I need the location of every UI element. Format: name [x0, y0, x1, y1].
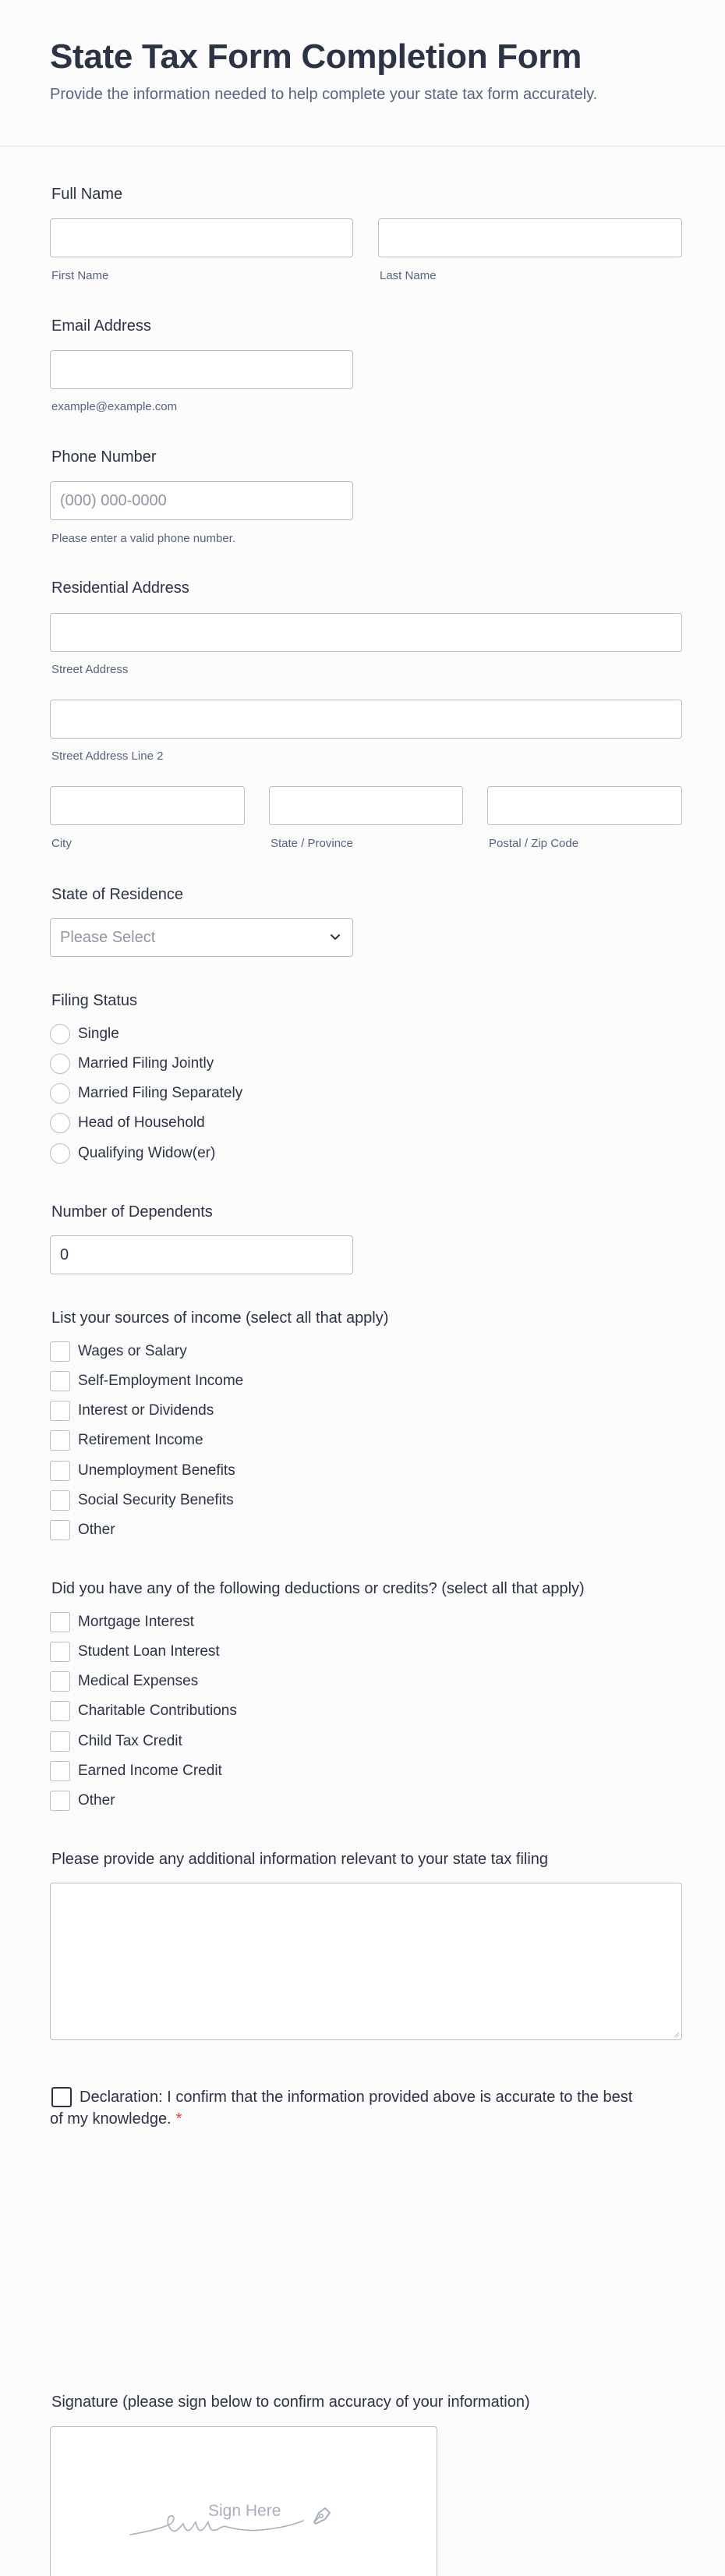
- deduction-option[interactable]: [50, 1640, 220, 1664]
- income-source-option[interactable]: [50, 1429, 203, 1452]
- checkbox[interactable]: [50, 1371, 70, 1391]
- required-indicator: *: [175, 2110, 182, 2128]
- state-province-sublabel: State / Province: [271, 837, 353, 850]
- declaration-label: Declaration: I confirm that the information provided above is accurate to the best of my knowledge.: [50, 2089, 633, 2128]
- dependents-input[interactable]: [50, 1235, 353, 1274]
- income-source-option[interactable]: [50, 1518, 115, 1542]
- signature-label: Signature (please sign below to confirm accuracy of your information): [51, 2394, 530, 2411]
- deduction-option[interactable]: [50, 1610, 194, 1634]
- state-of-residence-selected: Please Select: [60, 929, 156, 946]
- checkbox[interactable]: [50, 1612, 70, 1632]
- state-of-residence-select[interactable]: [50, 918, 353, 957]
- option-label: Married Filing Separately: [78, 1085, 243, 1101]
- declaration-text: [50, 2086, 642, 2130]
- deduction-option[interactable]: [50, 1759, 222, 1783]
- checkbox[interactable]: [50, 1761, 70, 1781]
- option-label: Interest or Dividends: [78, 1402, 214, 1419]
- email-label: Email Address: [51, 317, 151, 335]
- resize-grip-icon[interactable]: [672, 2030, 680, 2038]
- radio-button[interactable]: [50, 1143, 70, 1164]
- filing-status-option[interactable]: [50, 1022, 119, 1046]
- additional-info-label: Please provide any additional information relevant to your state tax filing: [51, 1851, 549, 1868]
- chevron-down-icon: [327, 929, 343, 944]
- income-source-option[interactable]: [50, 1340, 187, 1363]
- checkbox[interactable]: [50, 1642, 70, 1662]
- checkbox[interactable]: [50, 1401, 70, 1421]
- option-label: Medical Expenses: [78, 1673, 199, 1689]
- option-label: Wages or Salary: [78, 1343, 187, 1359]
- filing-status-option[interactable]: [50, 1082, 242, 1105]
- checkbox[interactable]: [50, 1490, 70, 1511]
- filing-status-option[interactable]: [50, 1142, 215, 1165]
- state-of-residence-label: State of Residence: [51, 886, 183, 903]
- last-name-input[interactable]: [378, 218, 682, 257]
- address-label: Residential Address: [51, 579, 189, 597]
- zip-code-input[interactable]: [487, 786, 682, 825]
- first-name-sublabel: First Name: [51, 269, 109, 282]
- email-input[interactable]: [50, 350, 353, 389]
- full-name-label: Full Name: [51, 186, 123, 203]
- income-source-option[interactable]: [50, 1459, 235, 1483]
- checkbox[interactable]: [50, 1461, 70, 1481]
- checkbox[interactable]: [50, 1731, 70, 1752]
- form-subtitle: Provide the information needed to help complete your state tax form accurately.: [50, 86, 598, 103]
- additional-info-textarea[interactable]: [50, 1883, 682, 2040]
- option-label: Retirement Income: [78, 1432, 203, 1448]
- city-input[interactable]: [50, 786, 245, 825]
- option-label: Other: [78, 1792, 115, 1809]
- email-sublabel: example@example.com: [51, 400, 178, 413]
- sign-here-hint: Sign Here: [208, 2502, 281, 2520]
- filing-status-label: Filing Status: [51, 992, 138, 1009]
- option-label: Unemployment Benefits: [78, 1462, 235, 1479]
- option-label: Student Loan Interest: [78, 1643, 220, 1660]
- deduction-option[interactable]: [50, 1789, 115, 1812]
- dependents-label: Number of Dependents: [51, 1203, 213, 1221]
- zip-code-sublabel: Postal / Zip Code: [489, 837, 579, 850]
- phone-label: Phone Number: [51, 448, 157, 466]
- checkbox[interactable]: [50, 1341, 70, 1362]
- checkbox[interactable]: [50, 1791, 70, 1811]
- street-address-sublabel: Street Address: [51, 663, 129, 676]
- income-sources-label: List your sources of income (select all that apply): [51, 1309, 389, 1327]
- radio-button[interactable]: [50, 1024, 70, 1044]
- filing-status-option[interactable]: [50, 1111, 205, 1135]
- income-source-option[interactable]: [50, 1399, 214, 1423]
- checkbox[interactable]: [50, 1701, 70, 1721]
- option-label: Married Filing Jointly: [78, 1055, 214, 1072]
- form-title: State Tax Form Completion Form: [50, 37, 582, 76]
- deductions-label: Did you have any of the following deductions or credits? (select all that apply): [51, 1580, 585, 1597]
- option-label: Charitable Contributions: [78, 1703, 237, 1719]
- street-address-input[interactable]: [50, 613, 682, 652]
- radio-button[interactable]: [50, 1113, 70, 1133]
- option-label: Self-Employment Income: [78, 1373, 244, 1389]
- deduction-option[interactable]: [50, 1670, 198, 1693]
- filing-status-option[interactable]: [50, 1052, 214, 1075]
- checkbox[interactable]: [50, 1430, 70, 1451]
- deduction-option[interactable]: [50, 1730, 182, 1753]
- income-source-option[interactable]: [50, 1369, 243, 1393]
- option-label: Earned Income Credit: [78, 1763, 222, 1779]
- pen-nib-icon: [308, 2502, 334, 2528]
- phone-input[interactable]: [50, 481, 353, 520]
- income-source-option[interactable]: [50, 1489, 234, 1512]
- option-label: Social Security Benefits: [78, 1492, 234, 1508]
- radio-button[interactable]: [50, 1083, 70, 1104]
- first-name-input[interactable]: [50, 218, 353, 257]
- state-province-input[interactable]: [269, 786, 463, 825]
- street-address-line2-input[interactable]: [50, 700, 682, 739]
- option-label: Child Tax Credit: [78, 1733, 182, 1749]
- checkbox[interactable]: [50, 1671, 70, 1692]
- last-name-sublabel: Last Name: [380, 269, 437, 282]
- radio-button[interactable]: [50, 1054, 70, 1074]
- option-label: Qualifying Widow(er): [78, 1145, 216, 1161]
- option-label: Other: [78, 1522, 115, 1538]
- deduction-option[interactable]: [50, 1699, 237, 1723]
- option-label: Mortgage Interest: [78, 1614, 194, 1630]
- phone-sublabel: Please enter a valid phone number.: [51, 532, 235, 545]
- form-header: [0, 0, 725, 147]
- signature-pad[interactable]: [50, 2426, 437, 2576]
- street-address-line2-sublabel: Street Address Line 2: [51, 749, 164, 763]
- city-sublabel: City: [51, 837, 72, 850]
- checkbox[interactable]: [50, 1520, 70, 1540]
- option-label: Single: [78, 1026, 119, 1042]
- option-label: Head of Household: [78, 1114, 205, 1131]
